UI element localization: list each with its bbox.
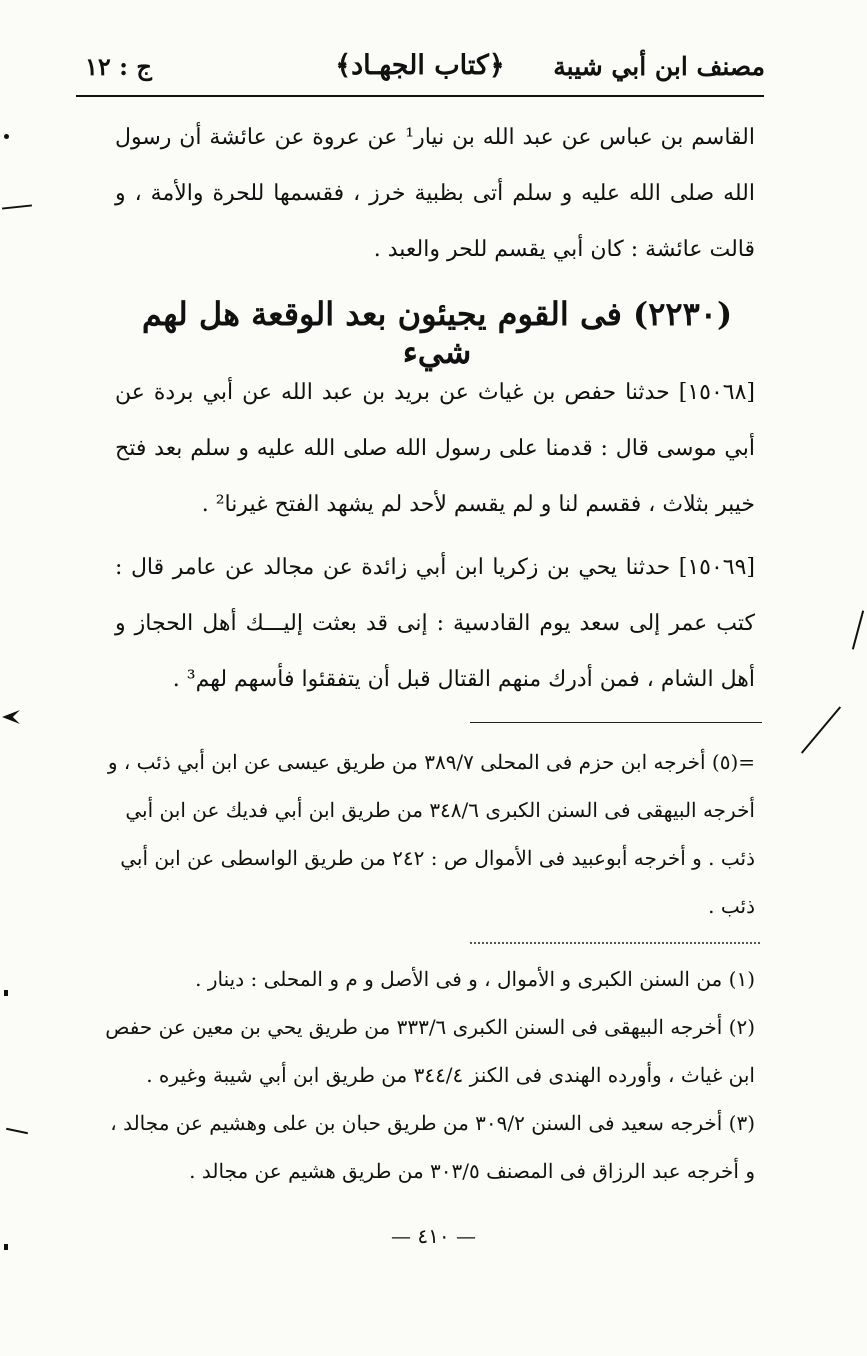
footnote-list <box>105 955 755 1195</box>
hadith-15068: [١٥٠٦٨] حدثنا حفص بن غياث عن بريد بن عبد الله عن أبي بردة عن أبي موسى قال : قدمنا على رسول الله صلى الله عليه و سلم بعد فتح خيبر بثلاث ، فقسم لنا و لم يقسم لأحد لم يشهد الفتح غيرنا² . <box>115 380 755 517</box>
scan-mark <box>4 134 9 139</box>
scan-mark <box>801 706 841 753</box>
footnote-item: (١) من السنن الكبرى و الأموال ، و فى الأصل و م و المحلى : دينار . <box>195 967 755 991</box>
footnote-divider-wavy <box>470 942 760 944</box>
page-number: — ٤١٠ — <box>391 1224 476 1248</box>
footnote-divider <box>470 722 762 723</box>
volume-page-label: ج : ١٢ <box>85 52 152 81</box>
book-title: مصنف ابن أبي شيبة <box>553 52 765 81</box>
scan-mark <box>852 610 864 649</box>
hadith-15069: [١٥٠٦٩] حدثنا يحي بن زكريا ابن أبي زائدة عن مجالد عن عامر قال : كتب عمر إلى سعد يوم القادسية : إنى قد بعثت إليـــك أهل الحجاز و أهل الشام ، فمن أدرك منهم القتال قبل أن يتفقئوا فأسهم لهم³ . <box>115 555 755 692</box>
scan-mark <box>2 204 32 209</box>
intro-paragraph: القاسم بن عباس عن عبد الله بن نيار¹ عن عروة عن عائشة أن رسول الله صلى الله عليه و سلم أتى بظبية خرز ، فقسمها للحرة والأمة ، و قالت عائشة : كان أبي يقسم للحر والعبد . <box>115 125 755 262</box>
footnote-item: (٢) أخرجه البيهقى فى السنن الكبرى ٣٣٣/٦ من طريق يحي بن معين عن حفص ابن غياث ، وأورده الهندى فى الكنز ٣٤٤/٤ من طريق ابن أبي شيبة وغيره . <box>105 1015 755 1087</box>
scan-mark <box>6 1128 28 1135</box>
scan-mark <box>4 990 8 996</box>
scan-mark <box>4 1244 8 1250</box>
chapter-title: ﴿كتاب الجهـاد﴾ <box>335 50 505 81</box>
running-header <box>75 44 765 96</box>
footnote-continuation: =(٥) أخرجه ابن حزم فى المحلى ٣٨٩/٧ من طريق عيسى عن ابن أبي ذئب ، و أخرجه البيهقى فى السنن الكبرى ٣٤٨/٦ من طريق ابن أبي فديك عن ابن أبي ذئب . و أخرجه أبوعبيد فى الأموال ص : ٢٤٢ من طريق الواسطى عن ابن أبي ذئب . <box>107 750 755 918</box>
header-rule <box>76 95 764 97</box>
footnote-item: (٣) أخرجه سعيد فى السنن ٣٠٩/٢ من طريق حبان بن على وهشيم عن مجالد ، و أخرجه عبد الرزاق فى المصنف ٣٠٣/٥ من طريق هشيم عن مجالد . <box>110 1111 755 1183</box>
scan-mark <box>2 710 20 724</box>
section-title: (٢٢٣٠) فى القوم يجيئون بعد الوقعة هل لهم شيء <box>141 295 733 371</box>
